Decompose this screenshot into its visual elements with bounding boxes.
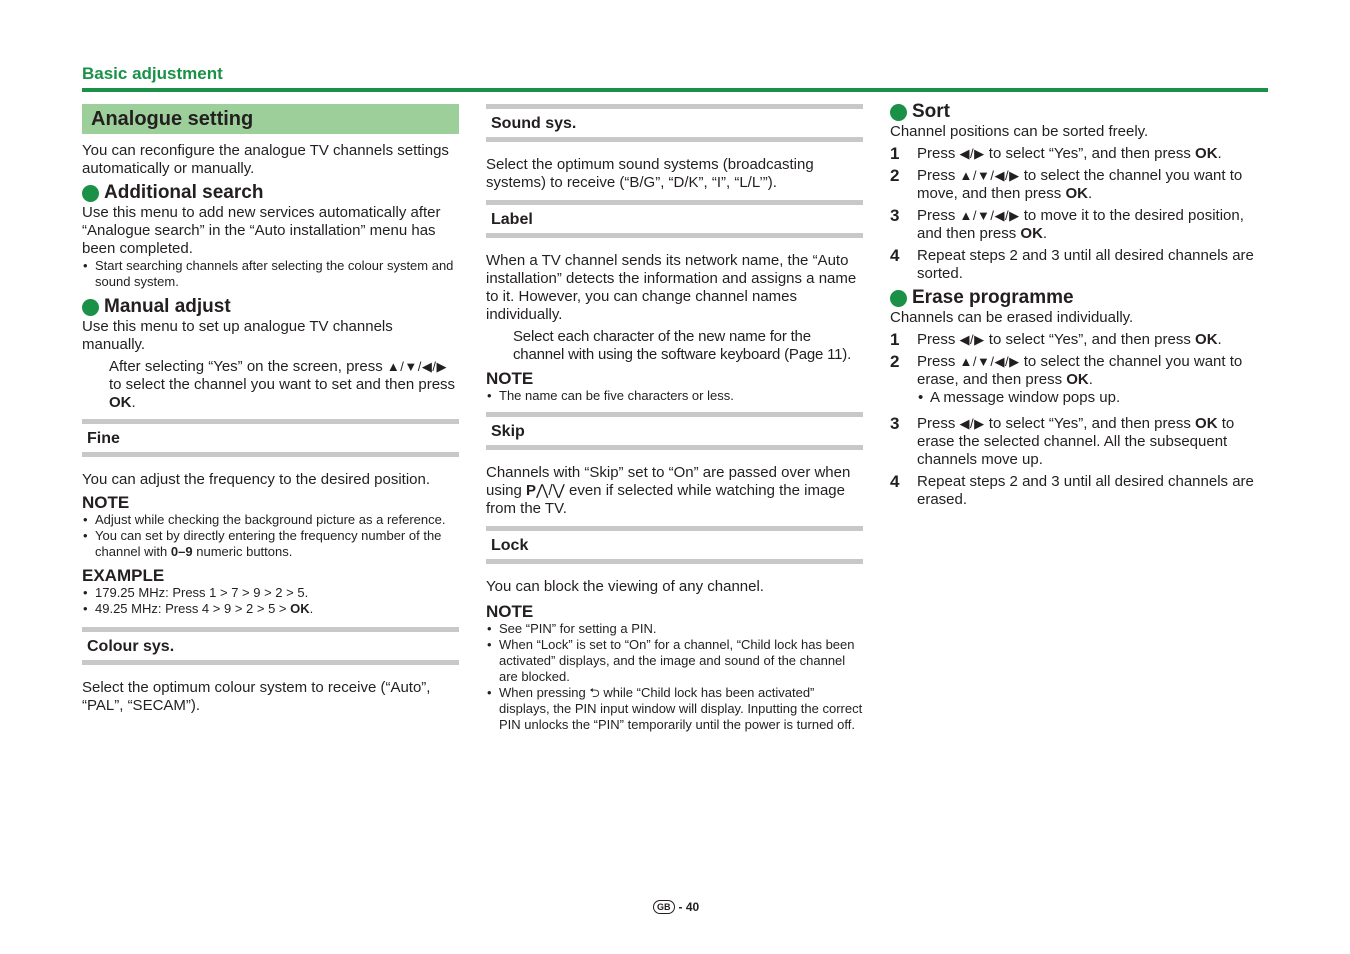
additional-search-heading (82, 182, 459, 204)
manual-adjust-text: Use this menu to set up analogue TV channels manually. (82, 318, 393, 353)
note-heading: NOTE (486, 602, 534, 621)
page-footer (653, 900, 699, 914)
step-text-part: to select the channel you want to move, and then press (917, 167, 1243, 202)
list-item: • See “PIN” for setting a PIN. (486, 621, 863, 637)
arrow-keys-icon: ▲/▼/◀/▶ (959, 208, 1020, 223)
arrow-keys-icon: ◀/▶ (959, 332, 985, 347)
note-text: while “Child lock has been activated” displays, the PIN input window will display. Inputting the correct PIN unlocks the “PIN” temporarily until the power is turned off. (499, 685, 863, 732)
list-item: • The name can be five characters or less. (486, 388, 863, 404)
skip-title: Skip (491, 423, 525, 440)
p-key-label: P (526, 482, 537, 499)
list-item (82, 601, 459, 617)
example-text: 49.25 MHz: Press 4 > 9 > 2 > 5 > (95, 601, 287, 616)
step-text-part: Press (917, 415, 956, 432)
step-item (890, 353, 1268, 411)
sort-heading (890, 101, 1268, 123)
step-number: 1 (890, 330, 900, 349)
punctuation: . (1042, 225, 1048, 242)
divider (486, 559, 863, 564)
channel-up-down-icon: ⋀/⋁ (536, 482, 565, 499)
note-text: numeric buttons. (196, 544, 293, 559)
skip-text-part: even if selected while watching the image from the TV. (486, 482, 845, 517)
arrow-keys-icon: ▲/▼/◀/▶ (386, 359, 447, 374)
list-item: • 179.25 MHz: Press 1 > 7 > 9 > 2 > 5. (82, 585, 459, 601)
label-notes (486, 388, 863, 404)
step-text-part: Press (917, 207, 956, 224)
step-text (917, 353, 1268, 411)
step-text (917, 415, 1268, 469)
step-text: Repeat steps 2 and 3 until all desired channels are erased. (917, 473, 1254, 508)
note-text: When pressing (499, 685, 586, 700)
ok-key-label: OK (1066, 371, 1089, 388)
punctuation: . (309, 601, 314, 616)
sound-sys-section (486, 104, 863, 142)
erase-steps (890, 331, 1268, 509)
punctuation: . (1217, 331, 1222, 348)
divider (82, 660, 459, 665)
manual-adjust-instruction (82, 358, 459, 412)
step-number: 3 (890, 414, 900, 433)
bullet-dot-icon (82, 299, 99, 316)
manual-adjust-heading (82, 296, 459, 318)
colour-sys-text: Select the optimum colour system to receive (“Auto”, “PAL”, “SECAM”). (82, 679, 431, 714)
punctuation: . (1087, 185, 1093, 202)
colour-sys-title: Colour sys. (87, 638, 175, 655)
punctuation: . (1088, 371, 1093, 388)
skip-text-part: Channels with “Skip” set to “On” are passed over when using (486, 464, 851, 499)
fine-notes (82, 512, 459, 560)
list-item (82, 528, 459, 560)
list-item: • Start searching channels after selecting the colour system and sound system. (82, 258, 459, 290)
ok-key-label: OK (109, 394, 132, 411)
label-title: Label (491, 211, 533, 228)
punctuation: . (1217, 145, 1222, 162)
step-text (917, 167, 1268, 203)
step-text-part: Press (917, 167, 956, 184)
ok-key-label: OK (1195, 331, 1218, 348)
erase-heading (890, 287, 1268, 309)
ok-key-label: OK (290, 601, 310, 616)
intro-text: You can reconfigure the analogue TV channels settings automatically or manually. (82, 142, 449, 177)
step-item (890, 145, 1268, 163)
step-text (917, 145, 1222, 163)
divider (486, 233, 863, 238)
divider (486, 137, 863, 142)
ok-key-label: OK (1020, 225, 1043, 242)
step-item (890, 167, 1268, 203)
arrow-keys-icon: ▲/▼/◀/▶ (959, 354, 1020, 369)
arrow-keys-icon: ◀/▶ (959, 416, 985, 431)
step-number: 3 (890, 206, 900, 225)
sort-text: Channel positions can be sorted freely. (890, 123, 1149, 140)
divider (486, 445, 863, 450)
step-number: 2 (890, 166, 900, 185)
header-rule (82, 88, 1268, 92)
step-item (890, 473, 1268, 509)
lock-notes (486, 621, 863, 733)
step-notes (917, 389, 1268, 407)
list-item: • Adjust while checking the background picture as a reference. (82, 512, 459, 528)
bullet-dot-icon (82, 185, 99, 202)
fine-title: Fine (87, 430, 120, 447)
example-heading: EXAMPLE (82, 566, 165, 585)
lock-title: Lock (491, 537, 529, 554)
arrow-keys-icon: ◀/▶ (959, 146, 985, 161)
step-item (890, 415, 1268, 469)
label-text: When a TV channel sends its network name, the “Auto installation” detects the information and assigns a name to it. However, you can change channel names individually. (486, 252, 857, 323)
colour-sys-section (82, 627, 459, 665)
manual-adjust-title: Manual adjust (104, 296, 231, 317)
step-number: 1 (890, 144, 900, 163)
erase-title: Erase programme (912, 287, 1074, 308)
step-text-part: to erase the selected channel. All the subsequent channels move up. (917, 415, 1235, 468)
step-item (890, 207, 1268, 243)
step-number: 2 (890, 352, 900, 371)
instruction-text: to select the channel you want to set and then press (109, 376, 456, 393)
additional-search-notes (82, 258, 459, 290)
label-instruction: Select each character of the new name for the channel with using the software keyboard (Page 11). (513, 328, 852, 363)
divider (82, 452, 459, 457)
note-heading: NOTE (486, 369, 534, 388)
step-text-part: Press (917, 331, 956, 348)
sort-steps (890, 145, 1268, 283)
step-text: Repeat steps 2 and 3 until all desired channels are sorted. (917, 247, 1254, 282)
column-right (890, 101, 1268, 513)
step-number: 4 (890, 246, 900, 265)
fine-section (82, 419, 459, 457)
section-header-title: Basic adjustment (82, 64, 223, 83)
example-list (82, 585, 459, 617)
step-text-part: to select “Yes”, and then press (988, 145, 1191, 162)
list-item: • When “Lock” is set to “On” for a channel, “Child lock has been activated” displays, and the image and sound of the channel are blocked. (486, 637, 863, 685)
list-item: • A message window pops up. (917, 389, 1268, 407)
sound-sys-title: Sound sys. (491, 115, 577, 132)
list-item (486, 685, 863, 733)
ok-key-label: OK (1195, 415, 1218, 432)
step-text-part: Press (917, 145, 956, 162)
additional-search-title: Additional search (104, 182, 264, 203)
step-text-part: to select the channel you want to erase, and then press (917, 353, 1243, 388)
note-heading: NOTE (82, 493, 130, 512)
instruction-text: After selecting “Yes” on the screen, press (109, 358, 383, 375)
erase-text: Channels can be erased individually. (890, 309, 1134, 326)
step-text-part: to select “Yes”, and then press (988, 415, 1191, 432)
additional-search-text: Use this menu to add new services automatically after “Analogue search” in the “Auto installation” menu has been completed. (82, 204, 441, 257)
column-left (82, 104, 459, 715)
step-text (917, 331, 1222, 349)
sound-sys-text: Select the optimum sound systems (broadcasting systems) to receive (“B/G”, “D/K”, “I”, “L/L’”). (486, 156, 814, 191)
skip-text (486, 464, 863, 518)
punctuation: . (131, 394, 136, 411)
step-item (890, 331, 1268, 349)
skip-section (486, 412, 863, 450)
bullet-dot-icon (890, 104, 907, 121)
ok-key-label: OK (1195, 145, 1218, 162)
ok-key-label: OK (1065, 185, 1088, 202)
step-item (890, 247, 1268, 283)
lock-text: You can block the viewing of any channel. (486, 578, 764, 595)
lock-section (486, 526, 863, 564)
note-text: You can set by directly entering the frequency number of the channel with (95, 528, 442, 559)
page-title: Analogue setting (82, 104, 459, 134)
step-text (917, 207, 1268, 243)
label-section (486, 200, 863, 238)
step-text-part: Press (917, 353, 956, 370)
fine-text: You can adjust the frequency to the desired position. (82, 471, 431, 488)
arrow-keys-icon: ▲/▼/◀/▶ (959, 168, 1020, 183)
page-number: - 40 (678, 900, 700, 914)
region-badge: GB (653, 900, 675, 914)
note-bold: 0–9 (170, 544, 193, 559)
step-number: 4 (890, 472, 900, 491)
return-icon: ⮌ (589, 685, 600, 700)
step-text-part: to move it to the desired position, and then press (917, 207, 1244, 242)
sort-title: Sort (912, 101, 950, 122)
bullet-dot-icon (890, 290, 907, 307)
step-text-part: to select “Yes”, and then press (988, 331, 1191, 348)
column-middle (486, 104, 863, 733)
